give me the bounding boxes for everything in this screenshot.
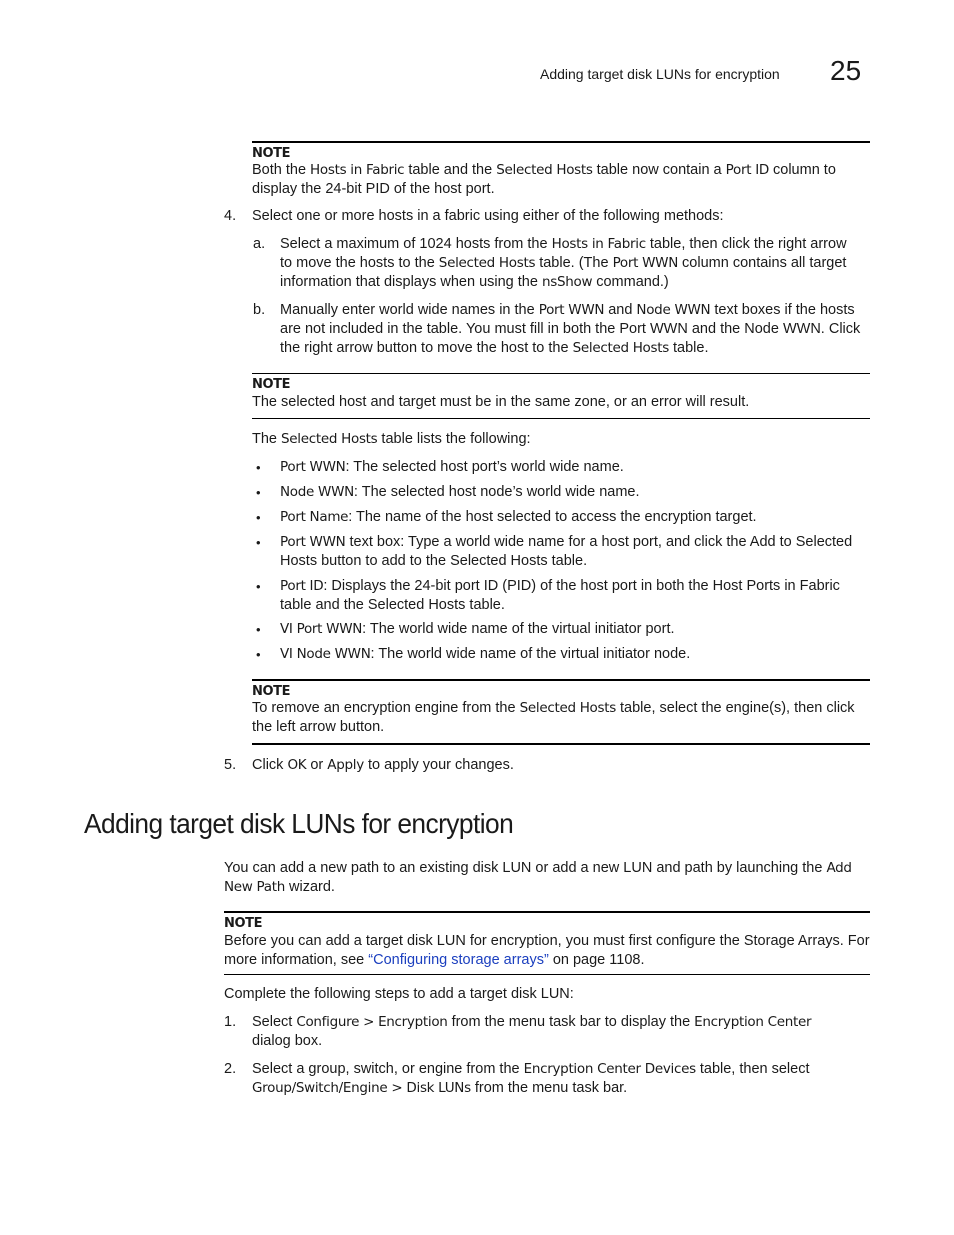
chapter-number: 25 bbox=[830, 55, 862, 86]
text: The bbox=[252, 431, 282, 447]
ui-term: VI Port WWN bbox=[280, 621, 363, 637]
note-top-rule bbox=[252, 679, 870, 681]
ui-term: Apply bbox=[327, 757, 364, 773]
running-header: Adding target disk LUNs for encryption bbox=[540, 66, 780, 82]
step-text: Select one or more hosts in a fabric using either of the following methods: bbox=[252, 208, 724, 224]
ui-term: New Path bbox=[224, 879, 285, 895]
text: text boxes if the hosts bbox=[710, 302, 855, 318]
text: from the menu task bar to display the bbox=[447, 1014, 695, 1030]
ui-term: Port ID bbox=[280, 578, 324, 594]
step-text bbox=[252, 1013, 811, 1051]
ui-term: Node WWN bbox=[636, 302, 711, 318]
text: Both the bbox=[252, 162, 311, 178]
section-heading: Adding target disk LUNs for encryption bbox=[84, 808, 514, 839]
text: : Displays the 24-bit port ID (PID) of the host port in both the Host Ports in Fabric bbox=[323, 578, 840, 594]
text: from the menu task bar. bbox=[470, 1080, 628, 1096]
step-text bbox=[252, 1060, 810, 1098]
ui-term: Selected Hosts bbox=[572, 340, 669, 356]
substep-letter: a. bbox=[253, 236, 266, 252]
ui-term: OK bbox=[287, 757, 307, 773]
list-item bbox=[280, 508, 757, 527]
ui-term: Port WWN bbox=[280, 459, 346, 475]
step-number: 4. bbox=[224, 208, 237, 224]
bullet-icon: • bbox=[256, 485, 261, 500]
text: are not included in the table. You must fill in both the Port WWN and the Node WWN. Click bbox=[280, 321, 861, 337]
text: the right arrow button to move the host to the bbox=[280, 340, 573, 356]
ui-term: nsShow bbox=[541, 274, 593, 290]
ui-term: Port WWN bbox=[280, 534, 346, 550]
note-body bbox=[252, 161, 836, 199]
text: : The selected host port’s world wide name. bbox=[345, 459, 624, 475]
text: table lists the following: bbox=[377, 431, 531, 447]
list-item bbox=[280, 483, 640, 502]
text: table. bbox=[668, 340, 709, 356]
text: text box: Type a world wide name for a host port, and click the Add to Selected bbox=[345, 534, 853, 550]
list-item bbox=[280, 533, 852, 571]
text: dialog box. bbox=[252, 1033, 323, 1049]
text: Select a group, switch, or engine from the bbox=[252, 1061, 524, 1077]
ui-term: Selected Hosts bbox=[496, 162, 593, 178]
text: information that displays when using the bbox=[280, 274, 542, 290]
ui-term: Port WWN bbox=[612, 255, 679, 271]
note-top-rule bbox=[252, 373, 870, 374]
text: table now contain a bbox=[592, 162, 726, 178]
note-body: The selected host and target must be in the same zone, or an error will result. bbox=[252, 394, 750, 410]
steps-intro: Complete the following steps to add a target disk LUN: bbox=[224, 986, 574, 1002]
text: to move the hosts to the bbox=[280, 255, 439, 271]
step-number: 1. bbox=[224, 1014, 237, 1030]
text: table, then select bbox=[695, 1061, 810, 1077]
bullet-icon: • bbox=[256, 622, 261, 637]
bullet-icon: • bbox=[256, 579, 261, 594]
ui-term: Group/Switch/Engine > Disk LUNs bbox=[252, 1080, 471, 1096]
bullet-icon: • bbox=[256, 460, 261, 475]
text: more information, see bbox=[224, 952, 369, 968]
text: : The name of the host selected to access the encryption target. bbox=[348, 509, 757, 525]
text: table, then click the right arrow bbox=[645, 236, 847, 252]
list-item bbox=[280, 577, 840, 615]
note-top-rule bbox=[224, 911, 870, 913]
note-bottom-rule bbox=[252, 743, 870, 745]
text: Select bbox=[252, 1014, 297, 1030]
substep-b bbox=[280, 301, 860, 358]
text: : The selected host node’s world wide name. bbox=[353, 484, 640, 500]
text: Before you can add a target disk LUN for encryption, you must first configure the Storage Arrays. For bbox=[224, 933, 870, 949]
ui-term: Encryption Center Devices bbox=[523, 1061, 696, 1077]
ui-term: Hosts in Fabric bbox=[551, 236, 646, 252]
text: Manually enter world wide names in the bbox=[280, 302, 539, 318]
bullet-icon: • bbox=[256, 535, 261, 550]
list-item bbox=[280, 645, 690, 664]
text: table and the bbox=[404, 162, 497, 178]
bullet-icon: • bbox=[256, 647, 261, 662]
ui-term: Add bbox=[826, 860, 852, 876]
note-label: NOTE bbox=[252, 377, 291, 392]
ui-term: Encryption Center bbox=[694, 1014, 812, 1030]
text: or bbox=[306, 757, 328, 773]
text: the left arrow button. bbox=[252, 719, 385, 735]
step-number: 2. bbox=[224, 1061, 237, 1077]
note-body bbox=[252, 699, 855, 737]
text: You can add a new path to an existing disk LUN or add a new LUN and path by launching the bbox=[224, 860, 827, 876]
text: to apply your changes. bbox=[363, 757, 514, 773]
ui-term: Configure > Encryption bbox=[296, 1014, 448, 1030]
text: on page 1108. bbox=[548, 952, 645, 968]
ui-term: Selected Hosts bbox=[281, 431, 378, 447]
list-intro bbox=[252, 430, 531, 449]
ui-term: Selected Hosts bbox=[438, 255, 536, 271]
text: column to bbox=[768, 162, 836, 178]
text: Click bbox=[252, 757, 288, 773]
text: table and the Selected Hosts table. bbox=[280, 597, 505, 613]
text: and bbox=[604, 302, 637, 318]
bullet-icon: • bbox=[256, 510, 261, 525]
ui-term: VI Node WWN bbox=[280, 646, 371, 662]
text: column contains all target bbox=[678, 255, 847, 271]
list-item bbox=[280, 620, 675, 639]
list-item bbox=[280, 458, 624, 477]
text: : The world wide name of the virtual initiator port. bbox=[362, 621, 675, 637]
note-body bbox=[224, 932, 870, 970]
note-bottom-rule bbox=[252, 418, 870, 419]
ui-term: Port Name bbox=[280, 509, 349, 525]
ui-term: Selected Hosts bbox=[519, 700, 616, 716]
text: wizard. bbox=[285, 879, 335, 895]
text: Hosts button to add to the Selected Hosts table. bbox=[280, 553, 588, 569]
note-label: NOTE bbox=[252, 146, 291, 161]
text: To remove an encryption engine from the bbox=[252, 700, 520, 716]
ui-term: Port ID bbox=[725, 162, 769, 178]
text: command.) bbox=[592, 274, 669, 290]
note-label: NOTE bbox=[252, 684, 291, 699]
note-top-rule bbox=[252, 141, 870, 143]
text: : The world wide name of the virtual initiator node. bbox=[370, 646, 691, 662]
substep-letter: b. bbox=[253, 302, 266, 318]
substep-a bbox=[280, 235, 847, 292]
text: table. (The bbox=[535, 255, 613, 271]
ui-term: Hosts in Fabric bbox=[310, 162, 405, 178]
text: table, select the engine(s), then click bbox=[615, 700, 855, 716]
note-bottom-rule bbox=[224, 974, 870, 975]
ui-term: Node WWN bbox=[280, 484, 354, 500]
text: display the 24-bit PID of the host port. bbox=[252, 181, 495, 197]
section-intro bbox=[224, 859, 852, 897]
cross-reference-link[interactable]: “Configuring storage arrays” bbox=[368, 952, 549, 968]
step-number: 5. bbox=[224, 757, 237, 773]
step-text bbox=[252, 756, 514, 775]
ui-term: Port WWN bbox=[538, 302, 605, 318]
text: Select a maximum of 1024 hosts from the bbox=[280, 236, 552, 252]
note-label: NOTE bbox=[224, 916, 263, 931]
